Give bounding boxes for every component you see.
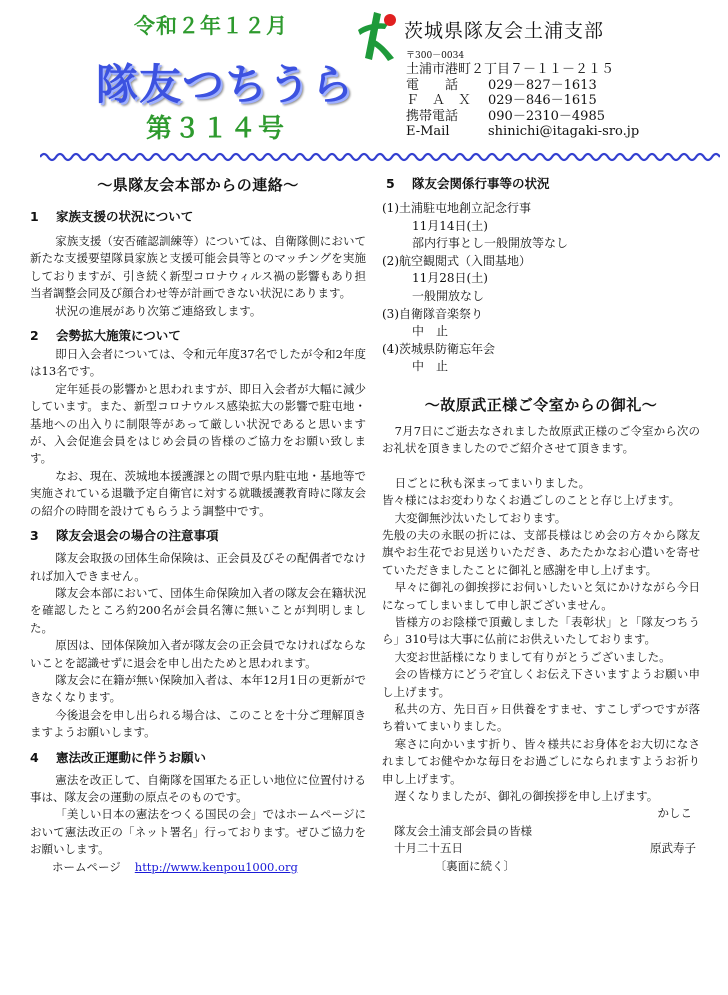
contact-label: 携帯電話 <box>406 108 459 124</box>
contact-email <box>406 124 724 140</box>
letter-paragraph: 皆様方のお陰様で頂戴しました「表彰状」と「隊友つちうら」310号は大事に仏前にお供えいたしております。 <box>382 615 700 647</box>
homepage-link[interactable]: http://www.kenpou1000.org <box>134 859 298 874</box>
masthead-title: 隊友つちうら <box>96 60 355 109</box>
section-title: 家族支援の状況について <box>56 209 194 224</box>
paragraph: なお、現在、茨城地本援護課との間で県内駐屯地・基地等で実施されている退職予定自衛官に対する就職援護教育時に隊友会の紹介の時間を設けてもらうよう調整中です。 <box>30 468 366 518</box>
event-item <box>382 306 700 341</box>
section-3-body <box>30 550 366 741</box>
thanks-letter <box>382 423 700 875</box>
address: 土浦市港町２丁目７－１１－２１５ <box>406 62 615 77</box>
tai-yu-logo-icon <box>352 8 400 64</box>
event-name: (2)航空観閲式（入間基地） <box>382 253 531 268</box>
section-4-body <box>30 772 366 876</box>
contact-label: E-Mail <box>406 124 450 140</box>
letter-paragraph: 私共の方、先日百ヶ日供養をすませ、すこしずつですが落ち着いてまいりました。 <box>382 702 700 734</box>
contact-label: 電 話 <box>406 77 459 93</box>
paragraph: 隊友会に在籍が無い保険加入者は、本年12月1日の更新ができなくなります。 <box>30 672 366 705</box>
event-name: (1)土浦駐屯地創立記念行事 <box>382 201 531 215</box>
section-3-heading <box>30 526 366 544</box>
section-number: 4 <box>30 749 39 765</box>
paragraph: 即日入会者については、令和元年度37名でしたが令和2年度は13名です。 <box>30 347 366 379</box>
paragraph: 隊友会取扱の団体生命保険は、正会員及びその配偶者でなければ加入できません。 <box>30 551 366 583</box>
paragraph: 隊友会本部において、団体生命保険加入者の隊友会在籍状況を確認したところ約200名が会員名簿に無いことが判明しました。 <box>30 585 366 635</box>
letter-paragraph: 日ごとに秋も深まってまいりました。 <box>394 475 591 490</box>
left-column <box>30 174 366 876</box>
section-number: 2 <box>30 328 39 344</box>
letter-paragraph: 寒さに向かいます折り、皆々様共にお身体をお大切になされましてお健やかな毎日をお過ごしになられますようお祈り申し上げます。 <box>382 736 700 786</box>
contact-block <box>406 50 724 140</box>
section-number: 5 <box>386 176 395 191</box>
issue-number: 第３１４号 <box>146 114 287 144</box>
letter-paragraph: 先般の夫の永眠の折には、支部長様はじめ会の方々から隊友旗やお生花でお見送りいただき、あたたかなお心遣いを寄せていただきましたことに御礼と感謝を申し上げます。 <box>382 527 700 577</box>
homepage-row <box>30 859 366 876</box>
wavy-divider <box>40 150 720 164</box>
letter-paragraph: 遅くなりましたが、御礼の御挨拶を申し上げます。 <box>394 789 659 804</box>
letter-signature: 原武寿子 <box>650 841 696 856</box>
hq-notice-banner: ～県隊友会本部からの連絡～ <box>97 176 299 194</box>
thanks-letter-banner: ～故原武正様ご令室からの御礼～ <box>424 395 658 414</box>
section-title: 隊友会関係行事等の状況 <box>412 176 550 191</box>
paragraph: 憲法を改正して、自衛隊を国軍たる正しい地位に位置付ける事は、隊友会の運動の原点そのものです。 <box>30 772 366 804</box>
section-4-heading <box>30 748 366 766</box>
letter-paragraph: 早々に御礼の御挨拶にお伺いしたいと気にかけながら今日になってしまいまして申し訳ございません。 <box>382 580 700 612</box>
continued-note: 〔裏面に続く〕 <box>434 858 516 873</box>
event-detail: 中 止 <box>412 324 449 339</box>
event-item <box>382 341 700 376</box>
event-name: (4)茨城県防衛忘年会 <box>382 341 495 356</box>
event-detail: 一般開放なし <box>412 288 485 303</box>
section-5-heading <box>382 174 700 192</box>
contact-label: Ｆ Ａ Ｘ <box>406 93 472 109</box>
contact-value: shinichi@itagaki-sro.jp <box>488 124 640 140</box>
signature-row <box>382 840 700 857</box>
paragraph: 定年延長の影響かと思われますが、即日入会者が大幅に減少しています。また、新型コロナウルス感染拡大の影響で駐屯地・基地への出入りに制限等があって厳しい状況であると思いますが、入会促進会員をはじめ会員の皆様のご協力をお願い致します。 <box>30 381 366 466</box>
letter-intro: 7月7日にご逝去なされました故原武正様のご令室から次のお礼状を頂きましたのでご紹介させて頂きます。 <box>382 423 700 456</box>
issue-date: 令和２年１２月 <box>134 14 288 38</box>
section-title: 会勢拡大施策について <box>56 328 181 344</box>
event-detail: 中 止 <box>412 359 449 374</box>
contact-value: 090－2310－4985 <box>488 108 605 124</box>
homepage-label: ホームページ <box>52 859 121 874</box>
event-item <box>382 200 700 253</box>
section-2-body <box>30 346 366 520</box>
newsletter-header <box>0 0 728 150</box>
paragraph: 原因は、団体保険加入者が隊友会の正会員でなければならないことを認識せずに退会を申し出たためと思われます。 <box>30 638 366 670</box>
letter-addressee: 隊友会土浦支部会員の皆様 <box>394 823 532 838</box>
section-number: 1 <box>30 209 39 224</box>
section-title: 隊友会退会の場合の注意事項 <box>56 528 219 544</box>
section-number: 3 <box>30 528 39 544</box>
section-title: 憲法改正運動に伴うお願い <box>56 749 207 765</box>
postal-code: 〒300－0034 <box>406 51 465 61</box>
paragraph: 今後退会を申し出られる場合は、このことを十分ご理解頂きますようお願いします。 <box>30 707 366 740</box>
section-2-heading <box>30 326 366 344</box>
contact-phone <box>406 78 724 94</box>
letter-paragraph: 会の皆様方にどうぞ宜しくお伝え下さいますようお願い申し上げます。 <box>382 667 700 699</box>
contact-fax <box>406 93 724 109</box>
paragraph: 「美しい日本の憲法をつくる国民の会」ではホームページにおいて憲法改正の「ネット署名」行っております。ぜひご協力をお願いします。 <box>30 807 366 857</box>
event-name: (3)自衛隊音楽祭り <box>382 306 483 321</box>
letter-paragraph: 大変お世話様になりまして有りがとうございました。 <box>394 649 671 664</box>
contact-mobile <box>406 109 724 125</box>
event-list <box>382 200 700 376</box>
event-detail: 11月28日(土) <box>412 271 488 286</box>
section-1-body <box>30 233 366 320</box>
letter-paragraph: 皆々様にはお変わりなくお過ごしのことと存じ上げます。 <box>382 493 681 508</box>
event-item <box>382 253 700 306</box>
paragraph: 家族支援（安否確認訓練等）については、自衛隊側において新たな支援要望隊員家族と支援可能会員等とのマッチングを実施しておりますが、引き続く新型コロナウィルス禍の影響もあり担当者調整会同及び顔合わせ等が計画できない状況にあります。 <box>30 234 366 301</box>
contact-value: 029－827－1613 <box>488 77 597 93</box>
contact-value: 029－846－1615 <box>488 93 597 109</box>
event-detail: 部内行事とし一般開放等なし <box>412 236 569 251</box>
right-column <box>382 174 700 875</box>
section-1-heading <box>30 207 366 225</box>
letter-closing: かしこ <box>657 806 692 821</box>
letter-paragraph: 大変御無沙汰いたしております。 <box>394 510 567 525</box>
letter-date: 十月二十五日 <box>394 841 463 856</box>
event-detail: 11月14日(土) <box>412 218 488 233</box>
paragraph: 状況の進展があり次第ご連絡致します。 <box>55 303 262 318</box>
organization-name: 茨城県隊友会土浦支部 <box>404 20 605 42</box>
